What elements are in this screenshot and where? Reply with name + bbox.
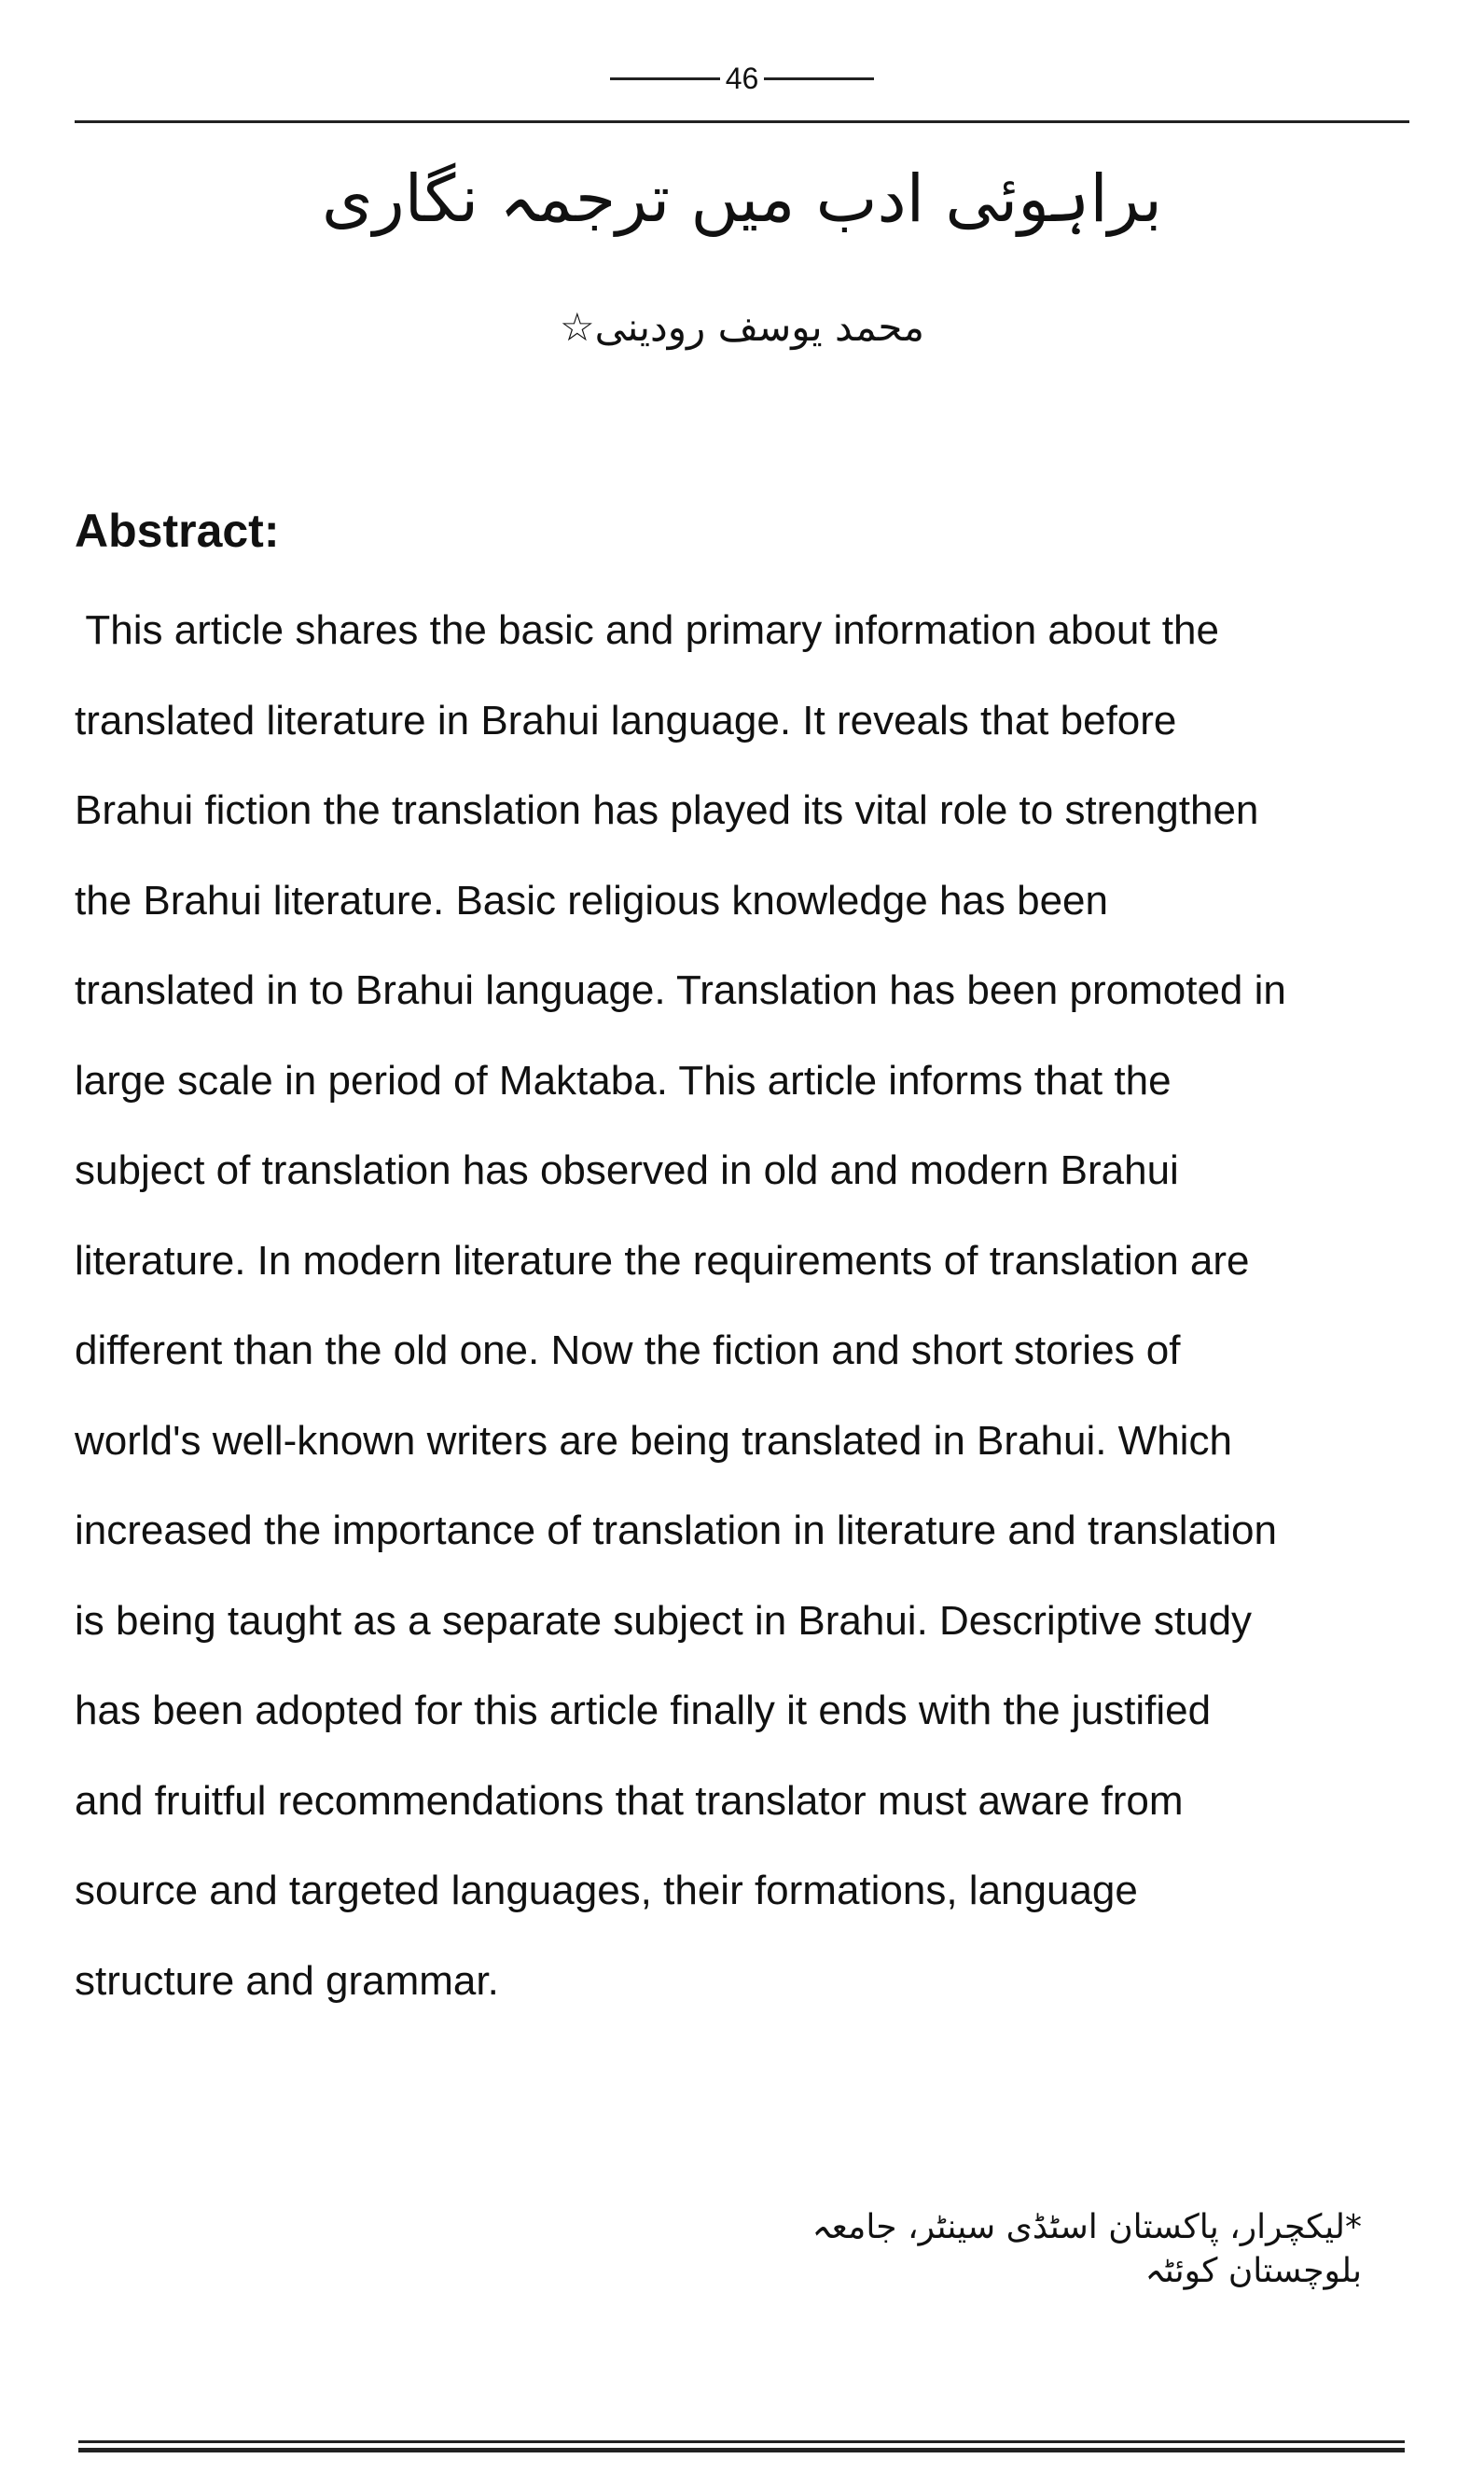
page-number-left-dash bbox=[610, 77, 720, 80]
abstract-line: source and targeted languages, their formations, language bbox=[75, 1868, 1138, 1913]
abstract-line: is being taught as a separate subject in Brahui. Descriptive study bbox=[75, 1597, 1253, 1644]
abstract-line: different than the old one. Now the fiction and short stories of bbox=[75, 1327, 1181, 1373]
abstract-line: translated literature in Brahui language. It reveals that before bbox=[75, 697, 1177, 743]
article-title: براہوئی ادب میں ترجمہ نگاری bbox=[322, 160, 1162, 237]
abstract-line: has been adopted for this article finally it ends with the justified bbox=[75, 1688, 1212, 1733]
abstract-line: literature. In modern literature the requirements of translation are bbox=[75, 1237, 1250, 1284]
abstract-line: world's well-known writers are being translated in Brahui. Which bbox=[75, 1417, 1232, 1464]
author-footnote: *لیکچرار، پاکستان اسٹڈی سینٹر، جامعہ بلوچستان کوئٹہ bbox=[811, 2208, 1362, 2290]
abstract-line: structure and grammar. bbox=[75, 1957, 499, 2004]
abstract-line: This article shares the basic and primary information about the bbox=[75, 607, 1219, 653]
abstract-heading: Abstract: bbox=[75, 505, 280, 557]
page-number-right-dash bbox=[764, 77, 874, 80]
abstract-body bbox=[75, 586, 1418, 2026]
abstract-line: the Brahui literature. Basic religious knowledge has been bbox=[75, 877, 1108, 924]
abstract-line: large scale in period of Maktaba. This article informs that the bbox=[75, 1057, 1172, 1104]
footer-rule-thin bbox=[78, 2440, 1405, 2443]
header-rule bbox=[75, 120, 1409, 123]
abstract-line: subject of translation has observed in old and modern Brahui bbox=[75, 1147, 1179, 1193]
abstract-line: increased the importance of translation in literature and translation bbox=[75, 1507, 1277, 1553]
abstract-line: translated in to Brahui language. Translation has been promoted in bbox=[75, 967, 1286, 1013]
article-author: محمد یوسف رودینی☆ bbox=[560, 304, 924, 350]
abstract-line: and fruitful recommendations that translator must aware from bbox=[75, 1777, 1184, 1824]
footer-rule-thick bbox=[78, 2448, 1405, 2452]
page-number bbox=[0, 63, 1484, 93]
page-number-text: 46 bbox=[725, 62, 759, 95]
abstract-line: Brahui fiction the translation has played its vital role to strengthen bbox=[75, 787, 1259, 833]
